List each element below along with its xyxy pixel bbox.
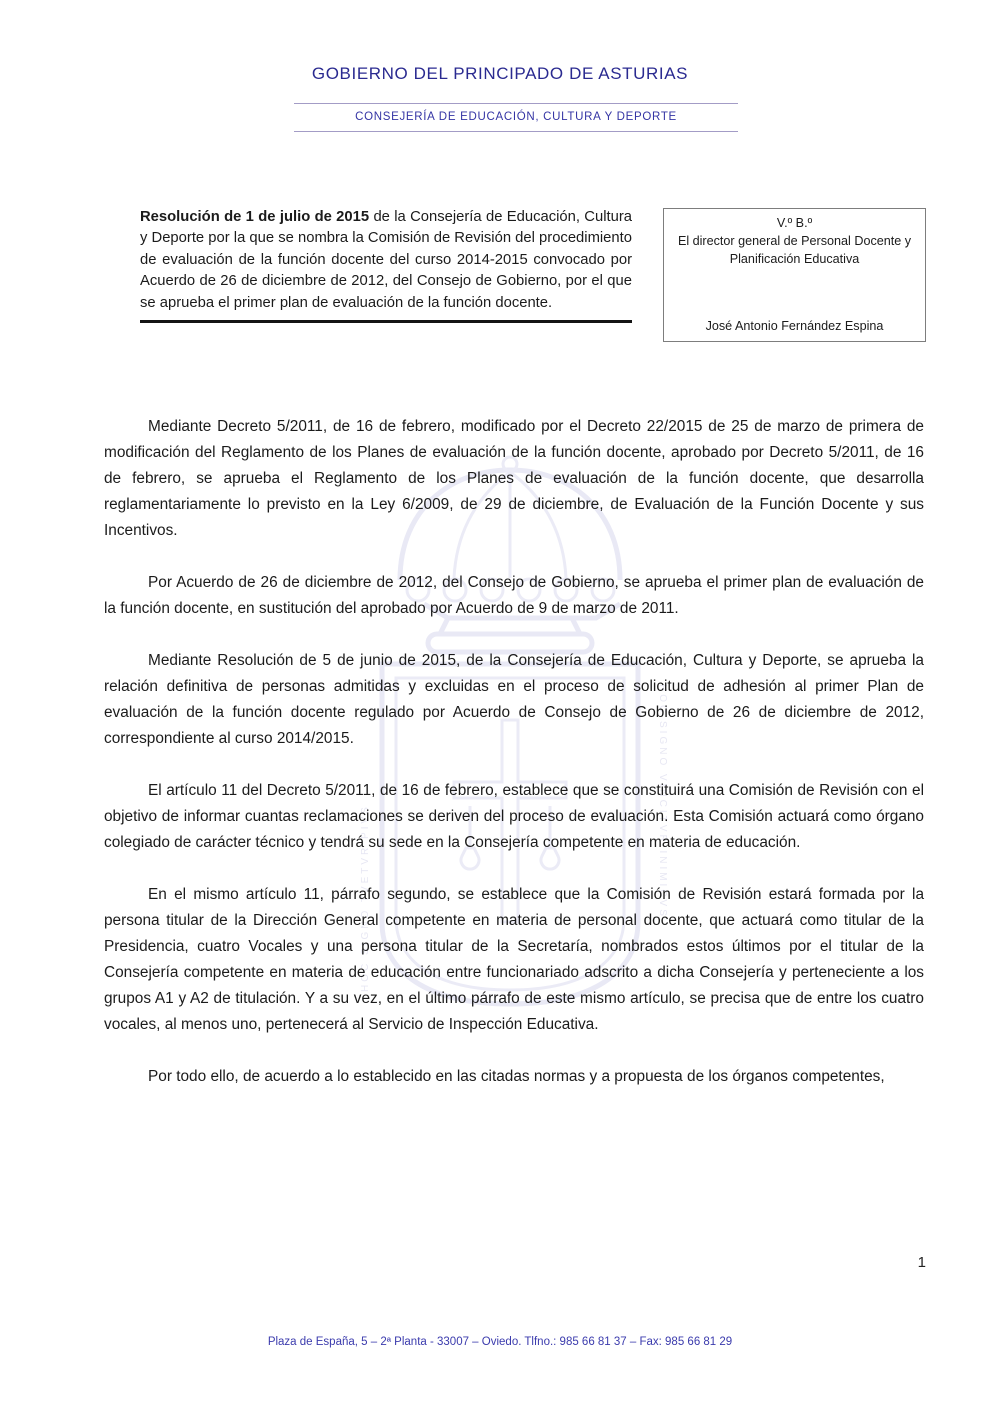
body-paragraph: Por Acuerdo de 26 de diciembre de 2012, del Consejo de Gobierno, se aprueba el primer plan de evaluación de la función docente, en sustitución del aprobado por Acuerdo de 9 de marzo de 2011. bbox=[104, 574, 924, 617]
approval-role: El director general de Personal Docente y Planificación Educativa bbox=[677, 234, 912, 266]
body-paragraph: En el mismo artículo 11, párrafo segundo, se establece que la Comisión de Revisión estará formada por la persona titular de la Dirección General competente en materia de personal docente, que actuará como titular de la Presidencia, cuatro Vocales y una persona titular de la Secretaría, nombrados estos últimos por el titular de la Consejería competente en materia de educación entre funcionariado adscrito a dicha Consejería y perteneciente a los grupos A1 y A2 de titulación. Y a su vez, en el último párrafo de este mismo artículo, se precisa que de entre los cuatro vocales, al menos uno, pertenecerá al Servicio de Inspección Educativa. bbox=[104, 886, 924, 1033]
approval-signer: José Antonio Fernández Espina bbox=[705, 319, 884, 333]
body-paragraph: Mediante Decreto 5/2011, de 16 de febrero, modificado por el Decreto 22/2015 de 25 de marzo de primera de modificación del Reglamento de los Planes de evaluación de la función docente, aprobado por Decreto 5/2011, de 16 de febrero, se aprueba el Reglamento de los Planes de evaluación de la función docente, que desarrolla reglamentariamente lo previsto en la Ley 6/2009, de 29 de diciembre, de Evaluación de la Función Docente y sus Incentivos. bbox=[104, 418, 924, 539]
body-paragraph: Mediante Resolución de 5 de junio de 2015, de la Consejería de Educación, Cultura y Deporte, se aprueba la relación definitiva de personas admitidas y excluidas en el proceso de solicitud de adhesión al primer Plan de evaluación de la función docente regulado por Acuerdo de Consejo de Gobierno de 26 de diciembre de 2012, correspondiente al curso 2014/2015. bbox=[104, 652, 924, 747]
resolution-text bbox=[140, 207, 632, 314]
watermark-motto-right: HOC SIGNO VINCITVR INIMICVS bbox=[657, 684, 668, 919]
body-paragraph: El artículo 11 del Decreto 5/2011, de 16 de febrero, establece que se constituirá una Comisión de Revisión con el objetivo de informar cuantas reclamaciones se deriven del proceso de evaluación. Esta Comisión actuará como órgano colegiado de carácter técnico y tendrá su sede en la Consejería competente en materia de educación. bbox=[104, 782, 924, 851]
body-paragraph: Por todo ello, de acuerdo a lo establecido en las citadas normas y a propuesta de los órganos competentes, bbox=[148, 1068, 885, 1085]
approval-vobo: V.º B.º bbox=[776, 216, 813, 230]
resolution-lead: Resolución de 1 de julio de 2015 bbox=[140, 209, 370, 225]
resolution-body: de la Consejería de Educación, Cultura y Deporte por la que se nombra la Comisión de Revisión del procedimiento de evaluación de la función docente del curso 2014-2015 convocado por Acuerdo de 26 de diciembre de 2012, del Consejo de Gobierno, por el que se aprueba el primer plan de evaluación de la función docente. bbox=[140, 209, 632, 311]
resolution-summary bbox=[140, 207, 632, 323]
page-number: 1 bbox=[917, 1254, 926, 1271]
approval-box bbox=[663, 208, 926, 342]
government-title: GOBIERNO DEL PRINCIPADO DE ASTURIAS bbox=[311, 64, 689, 83]
department-title: CONSEJERÍA DE EDUCACIÓN, CULTURA Y DEPORTE bbox=[294, 103, 738, 132]
watermark-motto-left: HOC SIGNO TVETVR PIVS bbox=[360, 804, 371, 992]
document-body bbox=[104, 414, 924, 1116]
footer-address: Plaza de España, 5 – 2ª Planta - 33007 – Oviedo. Tlfno.: 985 66 81 37 – Fax: 985 66 81 29 bbox=[267, 1336, 733, 1348]
